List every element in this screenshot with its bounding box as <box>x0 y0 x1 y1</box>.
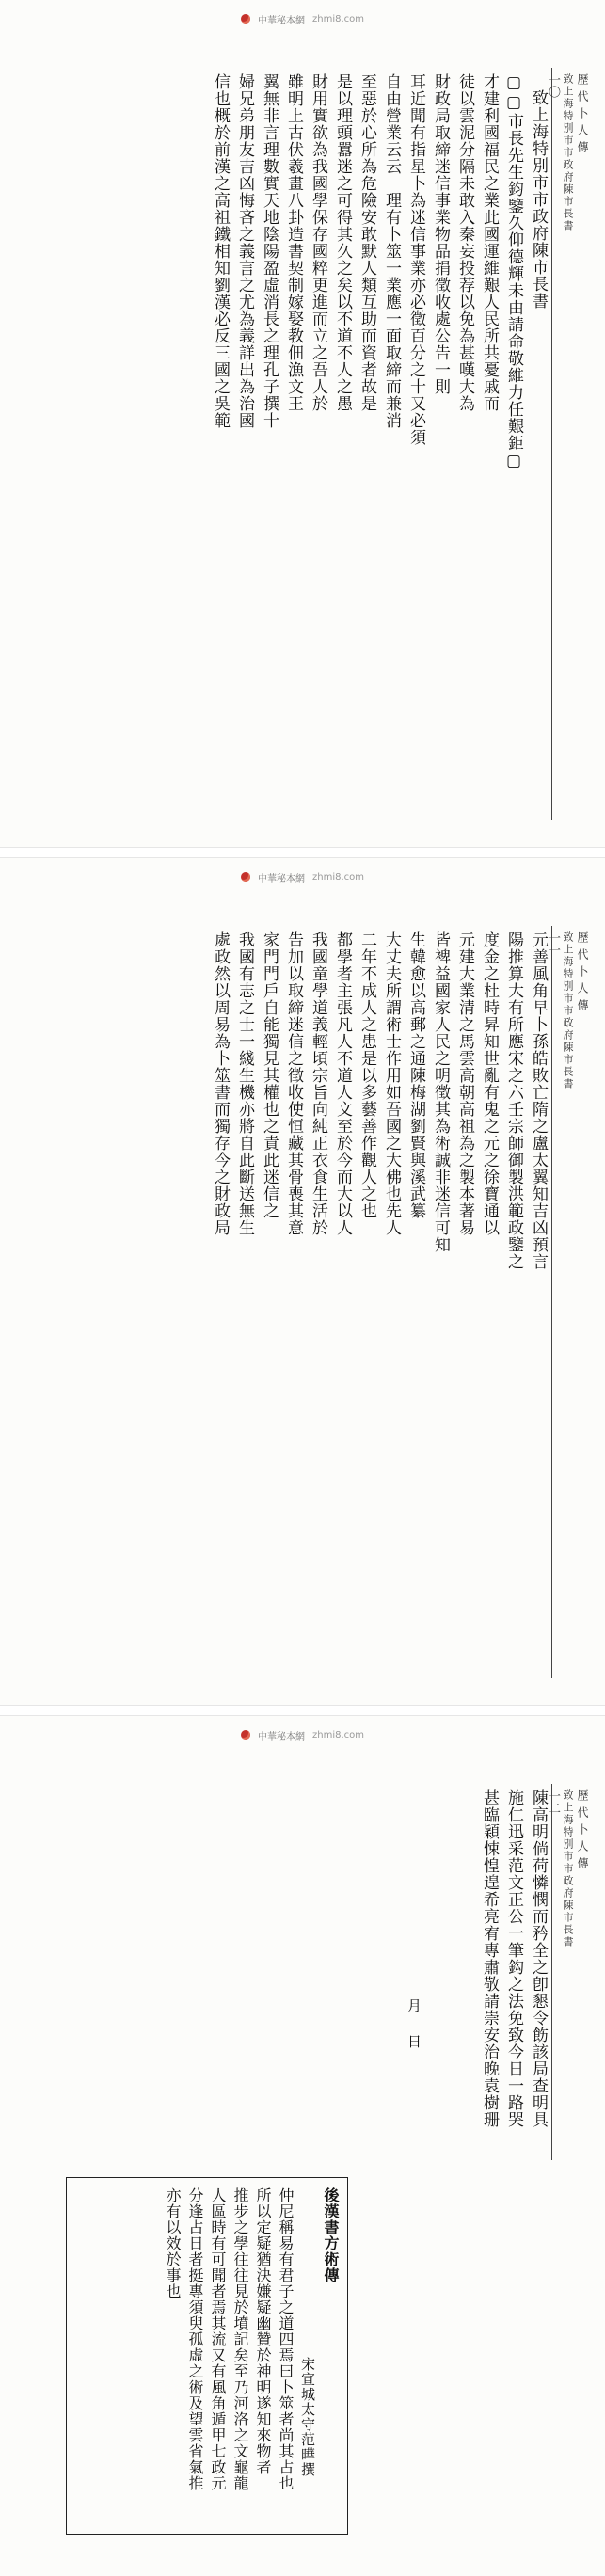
text-column: 陽推算大有所應宋之六壬宗師御製洪範政鑒之 <box>504 931 523 1270</box>
site-header <box>0 1716 605 1754</box>
running-subtitle: 致上海特別市市政府陳市長書 <box>562 73 574 232</box>
boxed-author: 宋宣城太守范曄撰 <box>299 2357 316 2477</box>
text-columns <box>66 931 550 1684</box>
text-column: 徒以雲泥分隔未敢入秦妄投荐以免為甚嘆大為 <box>455 73 474 412</box>
text-column: 雖明上古伏羲畫八卦造書契制嫁娶教佃漁文王 <box>284 73 303 412</box>
text-column: 告加以取締迷信之徵收使恒藏其骨喪其意 <box>284 931 303 1236</box>
site-url: zhmi8.com <box>311 1729 364 1741</box>
running-head <box>546 1789 590 2166</box>
boxed-columns <box>72 2187 342 2524</box>
page-number: 一一 <box>546 931 560 956</box>
boxed-excerpt <box>66 2177 348 2535</box>
text-column: 元建大業清之馬雲高朝高祖為之製本著易 <box>455 931 474 1236</box>
text-body <box>66 73 550 826</box>
text-column: ▢▢市長先生鈞鑒久仰德輝未由請命敬維力任艱鉅▢ <box>504 73 523 471</box>
text-column: 信也概於前漢之高祖鐵相知劉漢必反三國之吳範 <box>211 73 230 429</box>
running-subtitle: 致上海特別市市政府陳市長書 <box>562 931 574 1090</box>
site-name: 中華秘本網 <box>257 1731 305 1742</box>
text-column: 甚臨穎悚惶遑希亮宥專肅敬請崇安治晚袁樹珊 <box>480 1789 499 2128</box>
site-logo-icon <box>241 1730 250 1740</box>
text-body <box>433 1789 550 2166</box>
scan-page-2 <box>0 858 605 1705</box>
site-url: zhmi8.com <box>311 13 364 24</box>
date-marker: 月 日 <box>406 1998 422 2052</box>
site-name: 中華秘本網 <box>257 873 305 884</box>
site-logo-icon <box>241 14 250 24</box>
text-column: 處政然以周易為卜筮書而獨存今之財政局 <box>211 931 230 1236</box>
text-column: 大丈夫所謂術士作用如吾國之大佛也先人 <box>382 931 401 1236</box>
scan-page-3 <box>0 1716 605 2576</box>
page-number: 一二 <box>546 1789 560 1814</box>
boxed-text-column: 仲尼稱易有君子之道四焉曰卜筮者尚其占也 <box>277 2187 295 2491</box>
text-column: 皆裨益國家人民之明徵其為術誠非迷信可知 <box>431 931 450 1253</box>
running-title: 歷代卜人傳 <box>576 931 589 1016</box>
running-head <box>546 73 590 826</box>
site-header <box>0 858 605 896</box>
text-columns <box>66 73 550 826</box>
boxed-text-column: 推步之學往往見於墳記矣至乃河洛之文龜龍 <box>231 2187 249 2491</box>
text-column: 致上海特別市市政府陳市長書 <box>529 89 548 310</box>
site-name: 中華秘本網 <box>257 15 305 26</box>
text-column: 度金之杜時昇知世亂有鬼之元之徐寶通以 <box>480 931 499 1236</box>
text-column: 至惡於心所為危險安敢默人類互助而資者故是 <box>358 73 376 412</box>
text-body <box>66 931 550 1684</box>
page-number: 一〇 <box>546 73 560 98</box>
boxed-text-column: 人區時有可聞者焉其流又有風角遁甲七政元 <box>209 2187 227 2491</box>
boxed-title: 後漢書方術傳 <box>322 2187 340 2283</box>
scan-page-1 <box>0 0 605 847</box>
text-column: 耳近聞有指星卜為迷信事業亦必徵百分之十又必須 <box>406 73 425 446</box>
text-column: 財用實欲為我國學保存國粹更進而立之吾人於 <box>309 73 327 412</box>
running-head <box>546 931 590 1684</box>
boxed-text-column: 所以定疑猶決嫌疑幽贊於神明遂知來物者 <box>254 2187 272 2475</box>
text-column: 生韓愈以高郵之通陳梅湖劉賢與溪武纂 <box>406 931 425 1219</box>
site-url: zhmi8.com <box>311 871 364 883</box>
running-title: 歷代卜人傳 <box>576 1789 589 1874</box>
text-column: 我國童學道義輕頃宗旨向純正衣食生活於 <box>309 931 327 1236</box>
running-title: 歷代卜人傳 <box>576 73 589 158</box>
site-header <box>0 0 605 38</box>
text-column: 財政局取締迷信事業物品捐徵收處公告一則 <box>431 73 450 395</box>
text-column: 施仁迅采范文正公一筆鈎之法免致今日一路哭 <box>504 1789 523 2128</box>
text-column: 元善風角早卜孫皓敗亡隋之盧太翼知吉凶預言 <box>529 931 548 1270</box>
running-subtitle: 致上海特別市市政府陳市長書 <box>562 1789 574 1948</box>
text-columns <box>433 1789 550 2166</box>
text-column: 婦兄弟朋友吉凶悔吝之義言之尤為義詳出為治國 <box>235 73 254 429</box>
boxed-text-column: 分逢占日者挺專須臾孤虛之術及望雲省氣推 <box>186 2187 204 2491</box>
text-column: 是以理頭囂迷之可得其久之矣以不道不人之愚 <box>333 73 352 412</box>
text-column: 自由營業云云 理有卜筮一業應一面取締而兼消 <box>382 73 401 429</box>
text-column: 家門門戶自能獨見其權也之責此迷信之 <box>260 931 279 1219</box>
boxed-text-column: 亦有以效於事也 <box>164 2187 182 2299</box>
text-column: 都學者主張凡人不道人文至於今而大以人 <box>333 931 352 1236</box>
text-column: 我國有志之士一綫生機亦將自此斷送無生 <box>235 931 254 1236</box>
text-column: 陳高明倘荷憐憫而矜全之卽懇令飭該局查明具 <box>529 1789 548 2128</box>
text-column: 二年不成人之患是以多藝善作觀人之也 <box>358 931 376 1219</box>
text-column: 才建利國福民之業此國運維艱人民所共憂戚而 <box>480 73 499 412</box>
text-column: 翼無非言理數實天地陰陽盈虛消長之理孔子撰十 <box>260 73 279 429</box>
site-logo-icon <box>241 872 250 882</box>
